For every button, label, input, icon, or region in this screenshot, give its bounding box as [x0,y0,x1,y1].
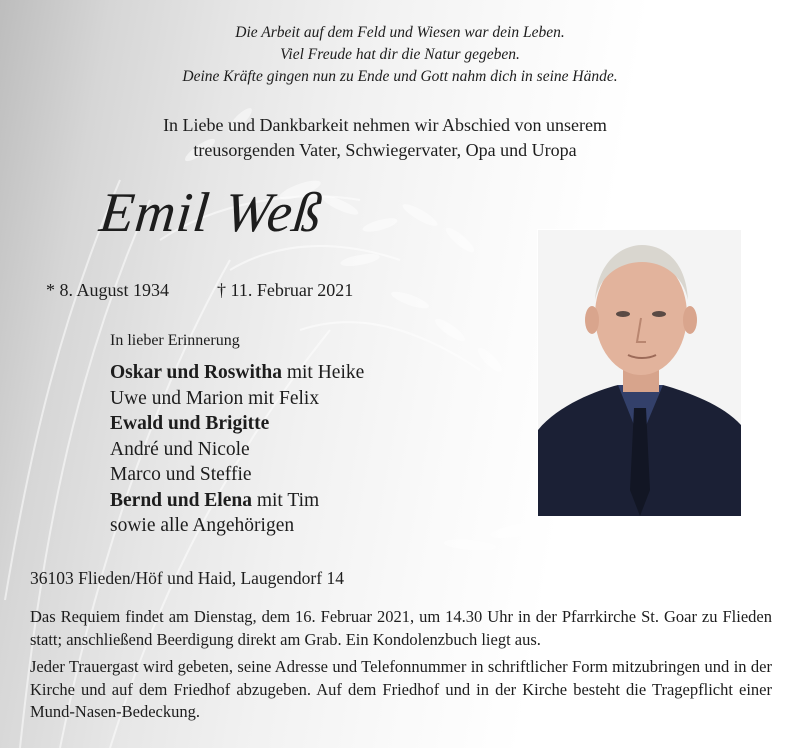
intro-line: treusorgenden Vater, Schwiegervater, Opa und Uropa [193,140,577,160]
poem [0,22,800,88]
family-line: Ewald und Brigitte [110,413,270,434]
family-line: Uwe und Marion mit Felix [110,387,320,409]
deceased-name: Emil Weß [96,182,326,244]
requiem-notice: Das Requiem findet am Dienstag, dem 16. Februar 2021, um 14.30 Uhr in der Pfarrkirche St. Goar zu Flieden statt; anschließend Beerdigung direkt am Grab. Ein Kondolenzbuch liegt aus. [30,607,772,649]
covid-notice: Jeder Trauergast wird gebeten, seine Adresse und Telefonnummer in schriftlicher Form mitzubringen und in der Kirche und auf dem Friedhof abzugeben. Auf dem Friedhof und in der Kirche besteht die Tragepflicht einer Mund-Nasen-Bedeckung. [30,657,772,721]
family-list [110,360,364,539]
poem-line: Deine Kräfte gingen nun zu Ende und Gott nahm dich in seine Hände. [182,68,618,85]
death-date: † 11. Februar 2021 [217,280,354,300]
memory-label: In lieber Erinnerung [110,332,240,349]
family-address: 36103 Flieden/Höf und Haid, Laugendorf 14 [30,568,344,588]
portrait-illustration [538,230,741,516]
family-line: Oskar und Roswitha mit Heike [110,362,365,383]
intro-line: In Liebe und Dankbarkeit nehmen wir Abschied von unserem [163,115,607,135]
poem-line: Die Arbeit auf dem Feld und Wiesen war dein Leben. [235,24,565,41]
family-line: Marco und Steffie [110,464,252,485]
portrait-photo [537,229,742,517]
birth-date: * 8. August 1934 [46,280,170,300]
family-line: Bernd und Elena mit Tim [110,489,320,511]
farewell-intro [0,113,770,163]
family-line: André und Nicole [110,438,250,460]
family-line: sowie alle Angehörigen [110,515,295,536]
poem-line: Viel Freude hat dir die Natur gegeben. [280,46,520,63]
